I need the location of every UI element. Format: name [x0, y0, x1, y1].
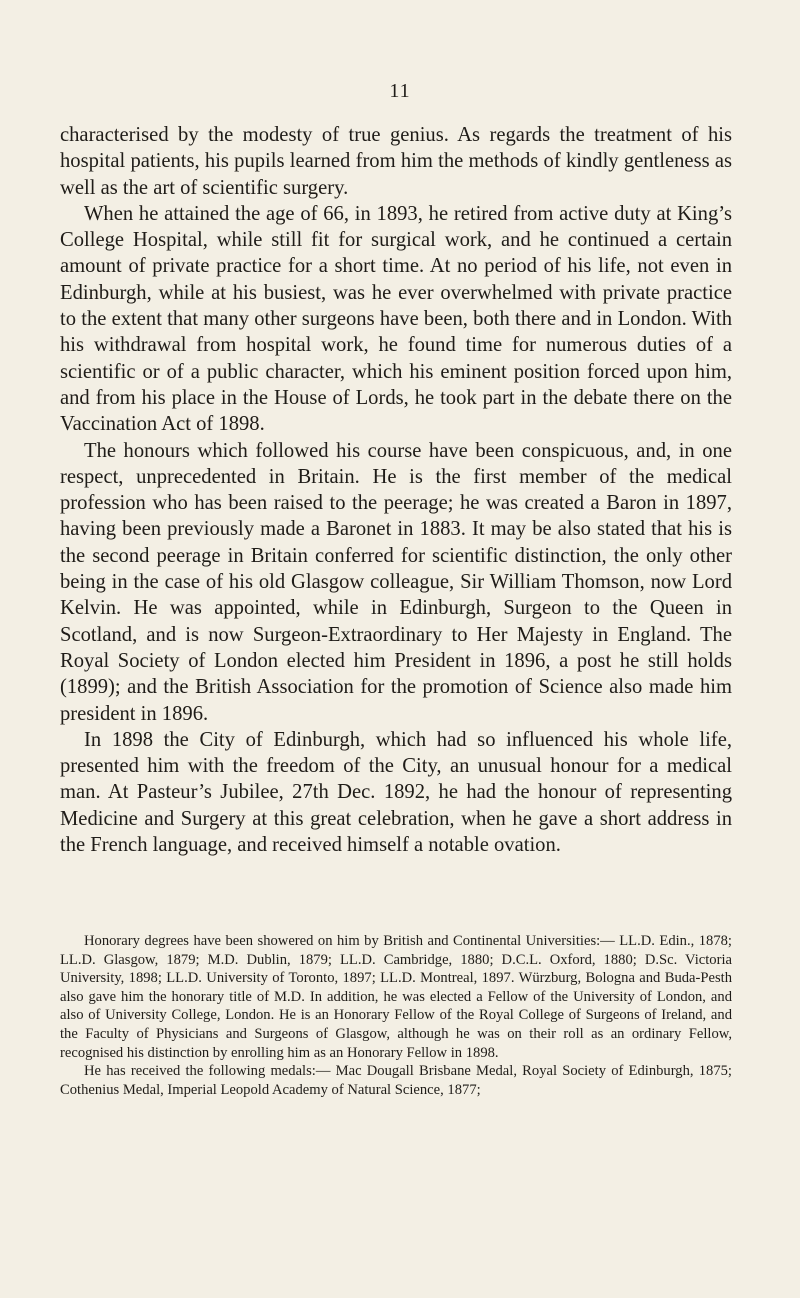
paragraph-4: In 1898 the City of Edinburgh, which had so influenced his whole life, presented him with the freedom of the City, an unusual honour for a medical man. At Pasteur’s Jubilee, 27th Dec. 1892, he had the honour of representing Medicine and Surgery at this great celebration, when he gave a short address in the French language, and received himself a notable ovation. — [60, 728, 732, 857]
paragraph-1: characterised by the modesty of true genius. As regards the treatment of his hospital patients, his pupils learned from him the methods of kindly gentleness as well as the art of scientific surgery. — [60, 124, 732, 199]
page-number: 11 — [389, 80, 411, 102]
paragraph-2: When he attained the age of 66, in 1893, he retired from active duty at King’s College Hospital, while still fit for surgical work, and he continued a certain amount of private practice for a short time. At no period of his life, not even in Edinburgh, while at his busiest, was he ever overwhelmed with private practice to the extent that many other surgeons have been, both there and in London. With his withdrawal from hospital work, he found time for numerous duties of a scientific or of a public character, which his eminent position forced upon him, and from his place in the House of Lords, he took part in the debate there on the Vaccination Act of 1898. — [60, 202, 732, 436]
note-medals: He has received the following medals:— Mac Dougall Brisbane Medal, Royal Society of Edinburgh, 1875; Cothenius Medal, Imperial Leopold Academy of Natural Science, 1877; — [60, 1063, 732, 1098]
notes-section — [60, 932, 732, 1099]
paragraph-3: The honours which followed his course have been conspicuous, and, in one respect, unprecedented in Britain. He is the first member of the medical profession who has been raised to the peerage; he was created a Baron in 1897, having been previously made a Baronet in 1883. It may be also stated that his is the second peerage in Britain conferred for scientific distinction, the only other being in the case of his old Glasgow colleague, Sir William Thomson, now Lord Kelvin. He was appointed, while in Edinburgh, Surgeon to the Queen in Scotland, and is now Surgeon-Extraordinary to Her Majesty in England. The Royal Society of London elected him President in 1896, a post he still holds (1899); and the British Association for the promotion of Science also made him president in 1896. — [60, 439, 732, 725]
main-text — [60, 122, 732, 858]
note-honorary-degrees: Honorary degrees have been showered on him by British and Continental Universities:— LL.D. Edin., 1878; LL.D. Glasgow, 1879; M.D. Dublin, 1879; LL.D. Cambridge, 1880; D.C.L. Oxford, 1880; D.Sc. Victoria University, 1898; LL.D. University of Toronto, 1897; LL.D. Montreal, 1897. Würzburg, Bologna and Buda-Pesth also gave him the honorary title of M.D. In addition, he was elected a Fellow of the University of London, and also of University College, London. He is an Honorary Fellow of the Royal College of Surgeons of Ireland, and the Faculty of Physicians and Surgeons of Glasgow, although he was on their roll as an ordinary Fellow, recognised his distinction by enrolling him as an Honorary Fellow in 1898. — [60, 933, 732, 1061]
